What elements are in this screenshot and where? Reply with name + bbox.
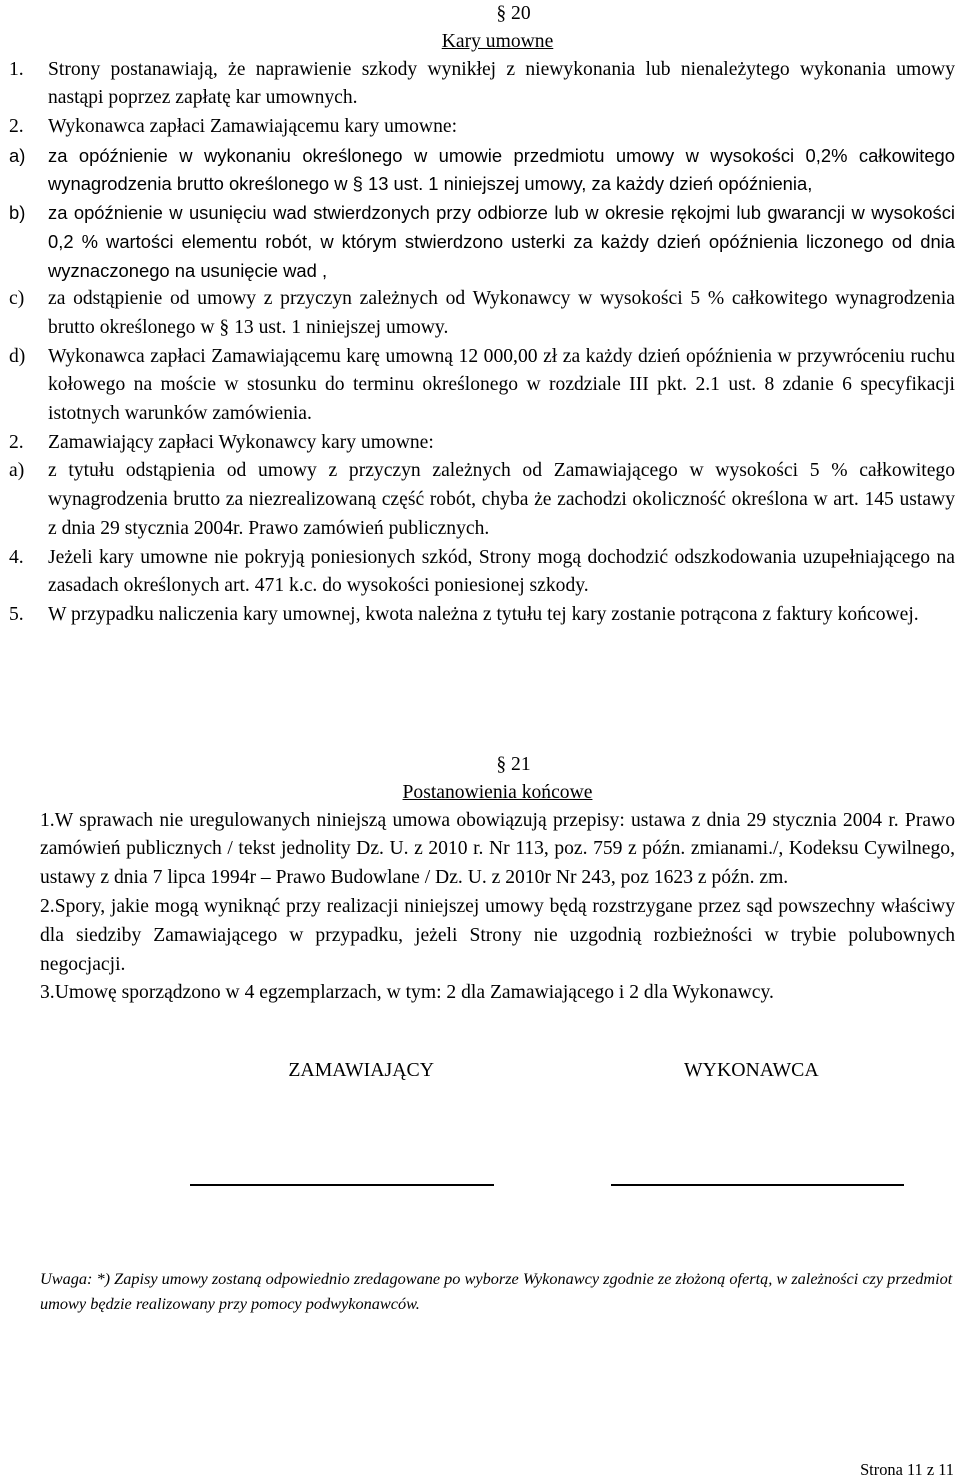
section-21-heading bbox=[40, 751, 955, 807]
paragraph: 3.Umowę sporządzono w 4 egzemplarzach, w tym: 2 dla Zamawiającego i 2 dla Wykonawcy. bbox=[40, 982, 774, 1004]
page-number: Strona 11 z 11 bbox=[860, 1460, 954, 1479]
list-item: d) Wykonawca zapłaci Zamawiającemu karę umowną 12 000,00 zł za każdy dzień opóźnienia w przywróceniu ruchu kołowego na moście w stosunku do terminu określonego w rozdziale III pkt. 2.1 ust. 8 zdanie 6 specyfikacji istotnych warunków zamówienia. bbox=[9, 345, 955, 425]
footnote: Uwaga: *) Zapisy umowy zostaną odpowiednio zredagowane po wyborze Wykonawcy zgodnie ze złożoną ofertą, w zależności czy przedmiot umowy będzie realizowany przy pomocy podwykonawców. bbox=[40, 1269, 953, 1313]
list-item: 4. Jeżeli kary umowne nie pokryją poniesionych szkód, Strony mogą dochodzić odszkodowania uzupełniającego na zasadach określonych art. 471 k.c. do wysokości poniesionej szkody. bbox=[9, 546, 955, 597]
list-item: 2. Zamawiający zapłaci Wykonawcy kary umowne: bbox=[9, 431, 434, 453]
list-item: 1. Strony postanawiają, że naprawienie szkody wynikłej z niewykonania lub nienależytego wykonania umowy nastąpi poprzez zapłatę kar umownych. bbox=[9, 58, 955, 109]
section-21-number: § 21 bbox=[496, 754, 531, 775]
signature-line-left bbox=[190, 1184, 494, 1186]
section-21-title: Postanowienia końcowe bbox=[402, 781, 593, 803]
list-item: b) za opóźnienie w usunięciu wad stwierdzonych przy odbiorze lub w okresie rękojmi lub gwarancji w wysokości 0,2 % wartości elementu robót, w którym stwierdzono usterki za każdy dzień opóźnienia liczonego od dnia wyznaczonego na usunięcie wad , bbox=[9, 202, 955, 281]
signature-label-right: WYKONAWCA bbox=[684, 1059, 819, 1081]
list-item: a) za opóźnienie w wykonaniu określonego w umowie przedmiotu umowy w wysokości 0,2% całkowitego wynagrodzenia brutto określonego w § 13 ust. 1 niniejszej umowy, za każdy dzień opóźnienia, bbox=[9, 144, 955, 195]
paragraph: 2.Spory, jakie mogą wyniknąć przy realizacji niniejszej umowy będą rozstrzygane przez sąd powszechny właściwy dla siedziby Zamawiającego w przypadku, jeżeli Strony nie uzgodnią rozbieżności w trybie polubownych negocjacji. bbox=[40, 895, 955, 975]
paragraph: 1.W sprawach nie uregulowanych niniejszą umowa obowiązują przepisy: ustawa z dnia 29 stycznia 2004 r. Prawo zamówień publicznych / tekst jednolity Dz. U. z 2010 r. Nr 113, poz. 759 z późn. zmianami./, Kodeksu Cywilnego, ustawy z dnia 7 lipca 1994r – Prawo Budowlane / Dz. U. z 2010r Nr 243, poz 1623 z późn. zm. bbox=[40, 809, 955, 889]
list-item: 2. Wykonawca zapłaci Zamawiającemu kary umowne: bbox=[9, 116, 458, 137]
section-20-heading bbox=[40, 0, 955, 56]
list-item: a) z tytułu odstąpienia od umowy z przyczyn zależnych od Zamawiającego w wysokości 5 % całkowitego wynagrodzenia brutto za niezrealizowaną część robót, chyba że zachodzi okoliczność określona w art. 145 ustawy z dnia 29 stycznia 2004r. Prawo zamówień publicznych. bbox=[9, 460, 955, 539]
list-item: 5. W przypadku naliczenia kary umownej, kwota należna z tytułu tej kary zostanie potrącona z faktury końcowej. bbox=[9, 603, 919, 625]
section-20-number: § 20 bbox=[496, 3, 531, 24]
section-21 bbox=[40, 751, 955, 1008]
section-20-title: Kary umowne bbox=[441, 30, 554, 52]
list-item: c) za odstąpienie od umowy z przyczyn zależnych od Wykonawcy w wysokości 5 % całkowitego wynagrodzenia brutto określonego w § 13 ust. 1 niniejszej umowy. bbox=[9, 288, 955, 338]
section-20 bbox=[9, 0, 955, 630]
signature-label-left: ZAMAWIAJĄCY bbox=[288, 1059, 434, 1081]
signature-block bbox=[0, 1059, 960, 1089]
signature-line-right bbox=[611, 1184, 904, 1186]
